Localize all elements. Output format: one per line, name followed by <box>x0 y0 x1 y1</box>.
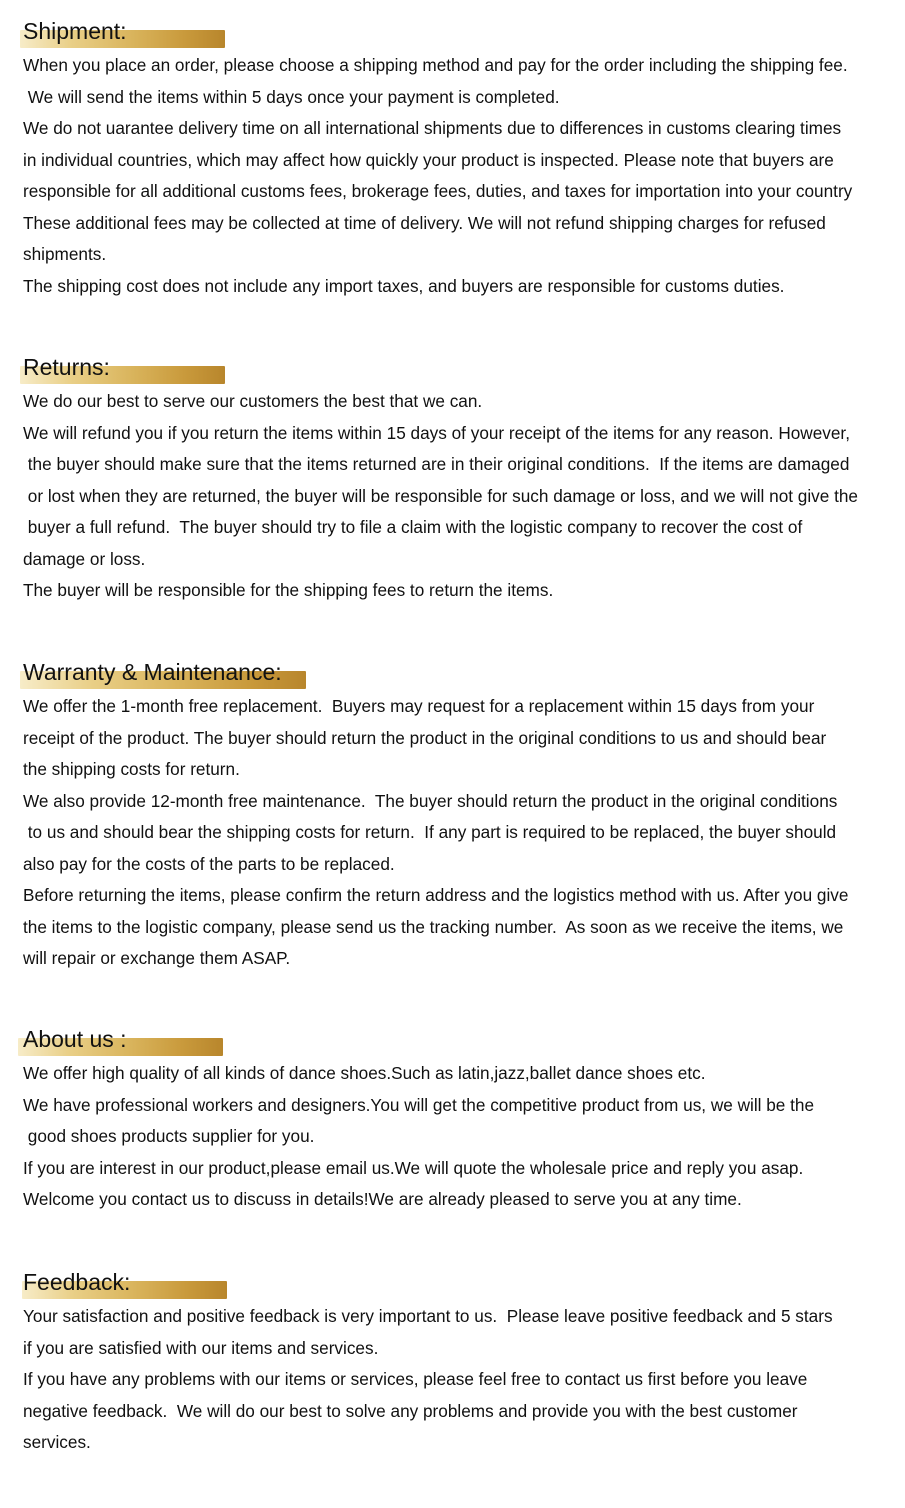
body-line: also pay for the costs of the parts to be replaced. <box>23 853 395 874</box>
section-warranty <box>0 655 905 975</box>
section-title: Warranty & Maintenance: <box>23 659 282 685</box>
body-line: If you are interest in our product,please email us.We will quote the wholesale price and reply you asap. <box>23 1157 804 1178</box>
body-line: if you are satisfied with our items and services. <box>23 1337 379 1358</box>
body-line: We do not uarantee delivery time on all international shipments due to differences in customs clearing times <box>23 118 842 138</box>
section-heading <box>20 655 905 689</box>
body-line: will repair or exchange them ASAP. <box>23 948 291 968</box>
body-line: We offer high quality of all kinds of dance shoes.Such as latin,jazz,ballet dance shoes etc. <box>23 1063 706 1083</box>
body-line: We offer the 1-month free replacement. Buyers may request for a replacement within 15 days from your <box>23 696 815 716</box>
section-heading <box>20 14 905 48</box>
body-line: negative feedback. We will do our best to solve any problems and provide you with the best customer <box>23 1400 798 1421</box>
section-title: Returns: <box>23 354 110 380</box>
body-line: If you have any problems with our items or services, please feel free to contact us first before you leave <box>23 1369 808 1389</box>
body-line: These additional fees may be collected at time of delivery. We will not refund shipping charges for refused <box>23 212 826 233</box>
body-line: We will send the items within 5 days once your payment is completed. <box>23 86 560 107</box>
body-line: receipt of the product. The buyer should return the product in the original conditions to us and should bear <box>23 727 827 748</box>
section-heading <box>20 350 905 384</box>
body-line: the shipping costs for return. <box>23 759 240 779</box>
body-line: We have professional workers and designers.You will get the competitive product from us, we will be the <box>23 1094 815 1115</box>
body-line: or lost when they are returned, the buyer will be responsible for such damage or loss, and we will not give the <box>23 485 858 506</box>
section-returns <box>0 350 905 607</box>
body-line: The buyer will be responsible for the shipping fees to return the items. <box>23 580 554 600</box>
body-line: When you place an order, please choose a shipping method and pay for the order including the shipping fee. <box>23 55 848 75</box>
body-line: the items to the logistic company, please send us the tracking number. As soon as we receive the items, we <box>23 916 844 937</box>
body-line: We do our best to serve our customers the best that we can. <box>23 391 483 411</box>
section-body <box>23 691 905 975</box>
section-heading <box>22 1265 905 1299</box>
body-line: good shoes products supplier for you. <box>23 1126 315 1146</box>
section-body <box>23 386 905 607</box>
section-title: Feedback: <box>23 1269 131 1295</box>
section-body <box>23 1058 905 1216</box>
section-heading <box>18 1022 905 1056</box>
body-line: shipments. <box>23 244 107 264</box>
body-line: to us and should bear the shipping costs for return. If any part is required to be replaced, the buyer should <box>23 822 837 842</box>
section-body <box>23 50 905 302</box>
body-line: Before returning the items, please confirm the return address and the logistics method with us. After you give <box>23 885 849 905</box>
body-line: The shipping cost does not include any import taxes, and buyers are responsible for customs duties. <box>23 275 785 296</box>
body-line: We will refund you if you return the items within 15 days of your receipt of the items for any reason. However, <box>23 422 850 443</box>
body-line: services. <box>23 1432 91 1452</box>
section-title: About us : <box>23 1026 127 1052</box>
body-line: the buyer should make sure that the items returned are in their original conditions. If the items are damaged <box>23 454 850 474</box>
body-line: We also provide 12-month free maintenance. The buyer should return the product in the original conditions <box>23 790 838 811</box>
body-line: Your satisfaction and positive feedback is very important to us. Please leave positive feedback and 5 stars <box>23 1306 833 1326</box>
section-title: Shipment: <box>23 18 127 44</box>
section-body <box>23 1301 905 1459</box>
body-line: responsible for all additional customs fees, brokerage fees, duties, and taxes for importation into your country <box>23 181 853 201</box>
section-shipment <box>0 14 905 302</box>
body-line: buyer a full refund. The buyer should try to file a claim with the logistic company to recover the cost of <box>23 517 803 537</box>
section-feedback <box>0 1265 905 1459</box>
body-line: damage or loss. <box>23 548 146 569</box>
section-about <box>0 1022 905 1216</box>
body-line: Welcome you contact us to discuss in details!We are already pleased to serve you at any time. <box>23 1189 742 1209</box>
body-line: in individual countries, which may affect how quickly your product is inspected. Please note that buyers are <box>23 149 834 170</box>
